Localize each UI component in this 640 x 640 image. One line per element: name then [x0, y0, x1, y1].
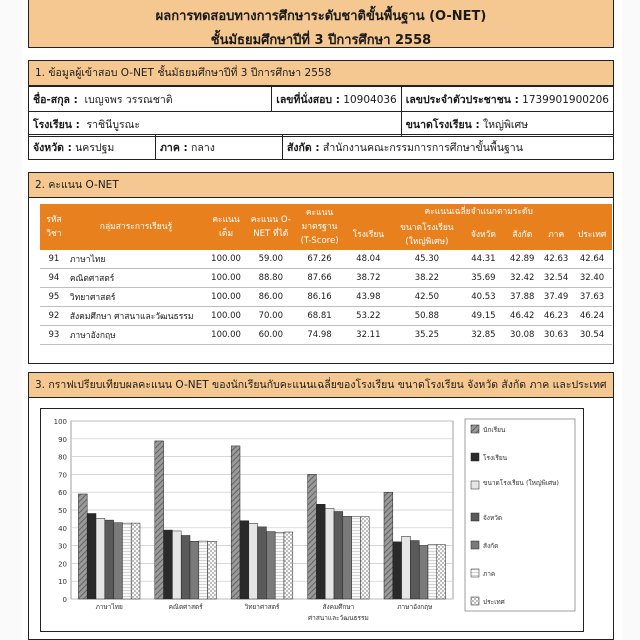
bar	[275, 532, 284, 599]
cell-subject: วิทยาศาสตร์	[68, 288, 204, 307]
bar	[402, 536, 411, 599]
x-tick-label: ภาษาไทย	[95, 603, 123, 611]
cell-full: 100.00	[204, 326, 248, 345]
report-title-box	[28, 0, 614, 48]
bar	[155, 441, 164, 599]
legend-swatch	[471, 569, 479, 577]
cell-province: 49.15	[463, 307, 505, 326]
name-cell	[29, 87, 272, 112]
cell-code: 91	[40, 250, 68, 269]
page-margin-right	[622, 0, 640, 640]
col-country: ประเทศ	[572, 220, 612, 250]
bar	[410, 541, 419, 599]
bar	[352, 517, 361, 599]
bar-chart-svg	[41, 409, 583, 631]
bar	[316, 504, 325, 599]
bar	[172, 531, 181, 599]
bar	[208, 541, 217, 599]
id-cell	[401, 87, 613, 112]
cell-affiliation: 30.08	[504, 326, 540, 345]
cell-school: 43.98	[345, 288, 391, 307]
cell-size: 50.88	[391, 307, 462, 326]
col-tscore: คะแนนมาตรฐาน (T-Score)	[294, 204, 346, 250]
legend-label: โรงเรียน	[483, 454, 508, 462]
cell-tscore: 68.81	[294, 307, 346, 326]
cell-full: 100.00	[204, 307, 248, 326]
y-tick-label: 70	[58, 471, 67, 480]
cell-affiliation: 37.88	[504, 288, 540, 307]
chart-axis-labels	[96, 603, 433, 622]
table-row	[40, 307, 612, 326]
cell-code: 95	[40, 288, 68, 307]
affiliation-cell	[283, 135, 614, 160]
name-value: เบญจพร วรรณชาติ	[84, 93, 173, 106]
bar	[164, 530, 173, 599]
cell-country: 30.54	[572, 326, 612, 345]
cell-code: 94	[40, 269, 68, 288]
cell-province: 40.53	[463, 288, 505, 307]
bar	[114, 523, 123, 599]
cell-school: 38.72	[345, 269, 391, 288]
cell-country: 46.24	[572, 307, 612, 326]
report-subtitle: ชั้นมัธยมศึกษาปีที่ 3 ปีการศึกษา 2558	[210, 33, 432, 48]
section-3-heading: 3. กราฟเปรียบเทียบผลคะแนน O-NET ของนักเรียนกับคะแนนเฉลี่ยของโรงเรียน ขนาดโรงเรียน จังหวัด สังกัด ภาค และประเทศ	[28, 372, 614, 398]
cell-region: 30.63	[540, 326, 572, 345]
col-size: ขนาดโรงเรียน (ใหญ่พิเศษ)	[391, 220, 462, 250]
legend-frame	[465, 419, 575, 611]
bar	[181, 535, 190, 599]
report-title: ผลการทดสอบทางการศึกษาระดับชาติขั้นพื้นฐาน (O-NET)	[155, 9, 487, 24]
cell-full: 100.00	[204, 288, 248, 307]
score-table-body	[40, 250, 612, 345]
col-subject: กลุ่มสาระการเรียนรู้	[68, 204, 204, 250]
bar	[199, 541, 208, 599]
school-size-label: ขนาดโรงเรียน :	[405, 118, 480, 131]
y-tick-label: 60	[58, 489, 67, 498]
y-tick-label: 40	[58, 524, 67, 533]
seat-cell	[272, 87, 401, 112]
table-row	[40, 288, 612, 307]
bar	[437, 545, 446, 599]
col-affiliation: สังกัด	[504, 220, 540, 250]
id-label: เลขประจำตัวประชาชน :	[405, 93, 519, 106]
region-label: ภาค :	[160, 141, 188, 154]
seat-value: 10904036	[343, 93, 397, 106]
bar	[308, 474, 317, 599]
bar	[240, 521, 249, 599]
cell-tscore: 67.26	[294, 250, 346, 269]
cell-tscore: 74.98	[294, 326, 346, 345]
legend-label: นักเรียน	[483, 426, 506, 434]
bar	[384, 492, 393, 599]
y-tick-label: 80	[58, 453, 67, 462]
cell-school: 32.11	[345, 326, 391, 345]
cell-affiliation: 32.42	[504, 269, 540, 288]
cell-subject: คณิตศาสตร์	[68, 269, 204, 288]
legend-label: ประเทศ	[483, 598, 505, 606]
bar	[343, 516, 352, 599]
legend-swatch	[471, 513, 479, 521]
id-value: 1739901900206	[522, 93, 609, 106]
cell-country: 37.63	[572, 288, 612, 307]
name-label: ชื่อ-สกุล :	[33, 93, 78, 106]
col-code: รหัสวิชา	[40, 204, 68, 250]
cell-province: 35.69	[463, 269, 505, 288]
cell-subject: ภาษาไทย	[68, 250, 204, 269]
cell-school: 48.04	[345, 250, 391, 269]
cell-full: 100.00	[204, 250, 248, 269]
region-value: กลาง	[191, 141, 215, 154]
cell-subject: สังคมศึกษา ศาสนาและวัฒนธรรม	[68, 307, 204, 326]
x-tick-label: สังคมศึกษา	[322, 603, 355, 611]
section-1-heading: 1. ข้อมูลผู้เข้าสอบ O-NET ชั้นมัธยมศึกษาปีที่ 3 ปีการศึกษา 2558	[28, 60, 614, 86]
bar	[284, 532, 293, 599]
table-row	[40, 326, 612, 345]
legend-swatch	[471, 597, 479, 605]
col-full: คะแนนเต็ม	[204, 204, 248, 250]
bar	[360, 517, 369, 599]
legend-swatch	[471, 453, 479, 461]
cell-region: 46.23	[540, 307, 572, 326]
bar	[249, 523, 258, 599]
legend-swatch	[471, 425, 479, 433]
bar	[428, 544, 437, 599]
cell-region: 32.54	[540, 269, 572, 288]
cell-score: 86.00	[248, 288, 294, 307]
col-score: คะแนน O-NET ที่ได้	[248, 204, 294, 250]
cell-country: 32.40	[572, 269, 612, 288]
cell-subject: ภาษาอังกฤษ	[68, 326, 204, 345]
bar	[258, 527, 267, 599]
bar	[105, 520, 114, 599]
table-row	[40, 250, 612, 269]
bar	[419, 545, 428, 599]
score-table	[40, 204, 612, 345]
legend-label: ภาค	[483, 570, 496, 578]
cell-score: 59.00	[248, 250, 294, 269]
col-school: โรงเรียน	[345, 220, 391, 250]
legend-label: ขนาดโรงเรียน (ใหญ่พิเศษ)	[483, 479, 559, 487]
y-tick-label: 0	[62, 596, 67, 604]
cell-tscore: 86.16	[294, 288, 346, 307]
table-row	[40, 269, 612, 288]
bar	[122, 523, 131, 599]
seat-label: เลขที่นั่งสอบ :	[276, 93, 340, 106]
province-value: นครปฐม	[75, 141, 115, 154]
bar	[78, 494, 87, 599]
bar	[190, 541, 199, 599]
cell-size: 38.22	[391, 269, 462, 288]
school-size-cell	[401, 112, 613, 137]
region-cell	[156, 135, 283, 160]
legend-swatch	[471, 541, 479, 549]
cell-province: 32.85	[463, 326, 505, 345]
bar	[325, 508, 334, 599]
cell-code: 92	[40, 307, 68, 326]
col-avg-group: คะแนนเฉลี่ยจำแนกตามระดับ	[345, 204, 612, 220]
cell-affiliation: 42.89	[504, 250, 540, 269]
school-value: ราชินีบูรณะ	[86, 118, 141, 131]
col-province: จังหวัด	[463, 220, 505, 250]
school-label: โรงเรียน :	[33, 118, 80, 131]
page-margin-left	[0, 0, 22, 640]
cell-code: 93	[40, 326, 68, 345]
cell-size: 42.50	[391, 288, 462, 307]
cell-tscore: 87.66	[294, 269, 346, 288]
school-size-value: ใหญ่พิเศษ	[482, 118, 529, 131]
cell-region: 42.63	[540, 250, 572, 269]
x-tick-label: วิทยาศาสตร์	[244, 603, 280, 611]
cell-size: 35.25	[391, 326, 462, 345]
cell-affiliation: 46.42	[504, 307, 540, 326]
x-tick-label: ภาษาอังกฤษ	[397, 603, 433, 611]
bar	[393, 542, 402, 599]
y-tick-label: 20	[58, 560, 67, 569]
y-tick-label: 30	[58, 542, 67, 551]
affiliation-value: สำนักงานคณะกรรมการการศึกษาขั้นพื้นฐาน	[322, 141, 523, 154]
y-tick-label: 90	[58, 435, 67, 444]
legend-label: สังกัด	[483, 542, 499, 550]
chart-legend	[465, 419, 575, 611]
x-tick-label: ศาสนาและวัฒนธรรม	[308, 614, 369, 622]
bar	[131, 523, 140, 599]
examinee-location-table	[28, 134, 614, 160]
examinee-info-table	[28, 86, 614, 137]
legend-label: จังหวัด	[483, 514, 503, 522]
cell-score: 60.00	[248, 326, 294, 345]
cell-score: 70.00	[248, 307, 294, 326]
affiliation-label: สังกัด :	[287, 141, 320, 154]
y-tick-label: 50	[58, 507, 67, 515]
cell-school: 53.22	[345, 307, 391, 326]
province-label: จังหวัด :	[33, 141, 72, 154]
bar	[334, 512, 343, 599]
province-cell	[29, 135, 156, 160]
cell-full: 100.00	[204, 269, 248, 288]
col-region: ภาค	[540, 220, 572, 250]
x-tick-label: คณิตศาสตร์	[168, 603, 203, 611]
cell-score: 88.80	[248, 269, 294, 288]
bar	[96, 518, 105, 599]
bar	[231, 446, 240, 599]
cell-province: 44.31	[463, 250, 505, 269]
cell-size: 45.30	[391, 250, 462, 269]
cell-region: 37.49	[540, 288, 572, 307]
cell-country: 42.64	[572, 250, 612, 269]
bar	[87, 513, 96, 599]
bar	[266, 532, 275, 599]
comparison-chart	[40, 408, 584, 632]
y-tick-label: 10	[58, 578, 67, 587]
legend-swatch	[471, 481, 479, 489]
y-tick-label: 100	[53, 418, 67, 426]
section-2-heading: 2. คะแนน O-NET	[28, 172, 614, 198]
school-cell	[29, 112, 402, 137]
